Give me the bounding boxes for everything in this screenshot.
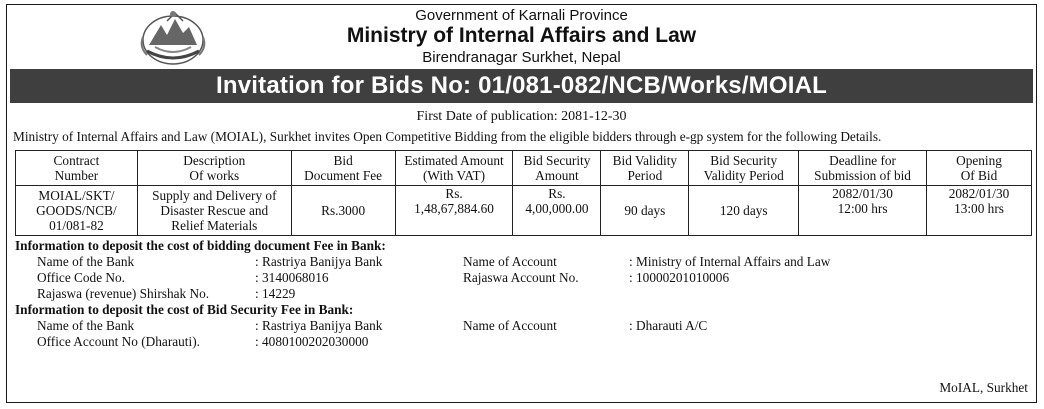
- cell-bid-security: Rs. 4,00,000.00: [513, 186, 601, 236]
- header-deadline: Deadline for Submission of bid: [799, 151, 927, 186]
- security-bank-name-label: Name of the Bank: [37, 318, 135, 333]
- cell-security-validity: 120 days: [689, 186, 799, 236]
- bid-notice: [6, 4, 1037, 403]
- header-estimated-amount: Estimated Amount (With VAT): [395, 151, 513, 186]
- header-bid-security: Bid Security Amount: [513, 151, 601, 186]
- account-name-value: : Ministry of Internal Affairs and Law: [629, 254, 831, 269]
- government-name: Government of Karnali Province: [415, 7, 628, 24]
- header-description: Description Of works: [137, 151, 291, 186]
- cell-bid-validity: 90 days: [601, 186, 689, 236]
- security-fee-heading: Information to deposit the cost of Bid Security Fee in Bank:: [15, 302, 354, 317]
- bank-name-label: Name of the Bank: [37, 254, 135, 269]
- publication-date: First Date of publication: 2081-12-30: [416, 109, 627, 124]
- table-header-row: [16, 151, 1032, 186]
- office-account-label: Office Account No (Dharauti).: [37, 334, 200, 349]
- security-account-name-value: : Dharauti A/C: [629, 318, 708, 333]
- ministry-name: Ministry of Internal Affairs and Law: [346, 24, 697, 47]
- account-name-label: Name of Account: [463, 254, 557, 269]
- shirshak-value: : 14229: [255, 286, 296, 301]
- security-fee-office-account-row: [15, 334, 1036, 350]
- header-contract-number: Contract Number: [16, 151, 138, 186]
- intro-text: Ministry of Internal Affairs and Law (MOIAL), Surkhet invites Open Competitive Bidding from the eligible bidders through e-gp system for the following Details.: [13, 129, 882, 144]
- security-account-name-label: Name of Account: [463, 318, 557, 333]
- cell-contract-number: MOIAL/SKT/ GOODS/NCB/ 01/081-82: [16, 186, 138, 236]
- cell-description: Supply and Delivery of Disaster Rescue and Relief Materials: [137, 186, 291, 236]
- office-code-label: Office Code No.: [37, 270, 126, 285]
- cell-estimated-amount: Rs. 1,48,67,884.60: [395, 186, 513, 236]
- bidding-fee-bank-row: [15, 254, 1036, 270]
- office-account-value: : 4080100202030000: [255, 334, 369, 349]
- bidding-fee-code-row: [15, 270, 1036, 286]
- bank-name-value: : Rastriya Banijya Bank: [255, 254, 383, 269]
- header-opening: Opening Of Bid: [927, 151, 1032, 186]
- cell-deadline: 2082/01/30 12:00 hrs: [799, 186, 927, 236]
- header-security-validity: Bid Security Validity Period: [689, 151, 799, 186]
- rajaswa-account-value: : 10000201010006: [629, 270, 730, 285]
- header-document-fee: Bid Document Fee: [291, 151, 395, 186]
- header-bid-validity: Bid Validity Period: [601, 151, 689, 186]
- table-row: [16, 186, 1032, 236]
- footer-signature: MoIAL, Surkhet: [939, 380, 1028, 395]
- bidding-fee-shirshak-row: [15, 286, 1036, 302]
- cell-document-fee: Rs.3000: [291, 186, 395, 236]
- shirshak-label: Rajaswa (revenue) Shirshak No.: [37, 286, 210, 301]
- office-code-value: : 3140068016: [255, 270, 329, 285]
- ministry-address: Birendranagar Surkhet, Nepal: [422, 49, 621, 66]
- bid-details-table: [15, 150, 1032, 236]
- security-bank-name-value: : Rastriya Banijya Bank: [255, 318, 383, 333]
- bank-info: [15, 238, 1036, 350]
- security-fee-bank-row: [15, 318, 1036, 334]
- rajaswa-account-label: Rajaswa Account No.: [463, 270, 579, 285]
- invitation-banner: Invitation for Bids No: 01/081-082/NCB/Works/MOIAL: [10, 69, 1033, 103]
- notice-header: [7, 5, 1036, 69]
- bidding-fee-heading: Information to deposit the cost of bidding document Fee in Bank:: [15, 238, 386, 253]
- cell-opening: 2082/01/30 13:00 hrs: [927, 186, 1032, 236]
